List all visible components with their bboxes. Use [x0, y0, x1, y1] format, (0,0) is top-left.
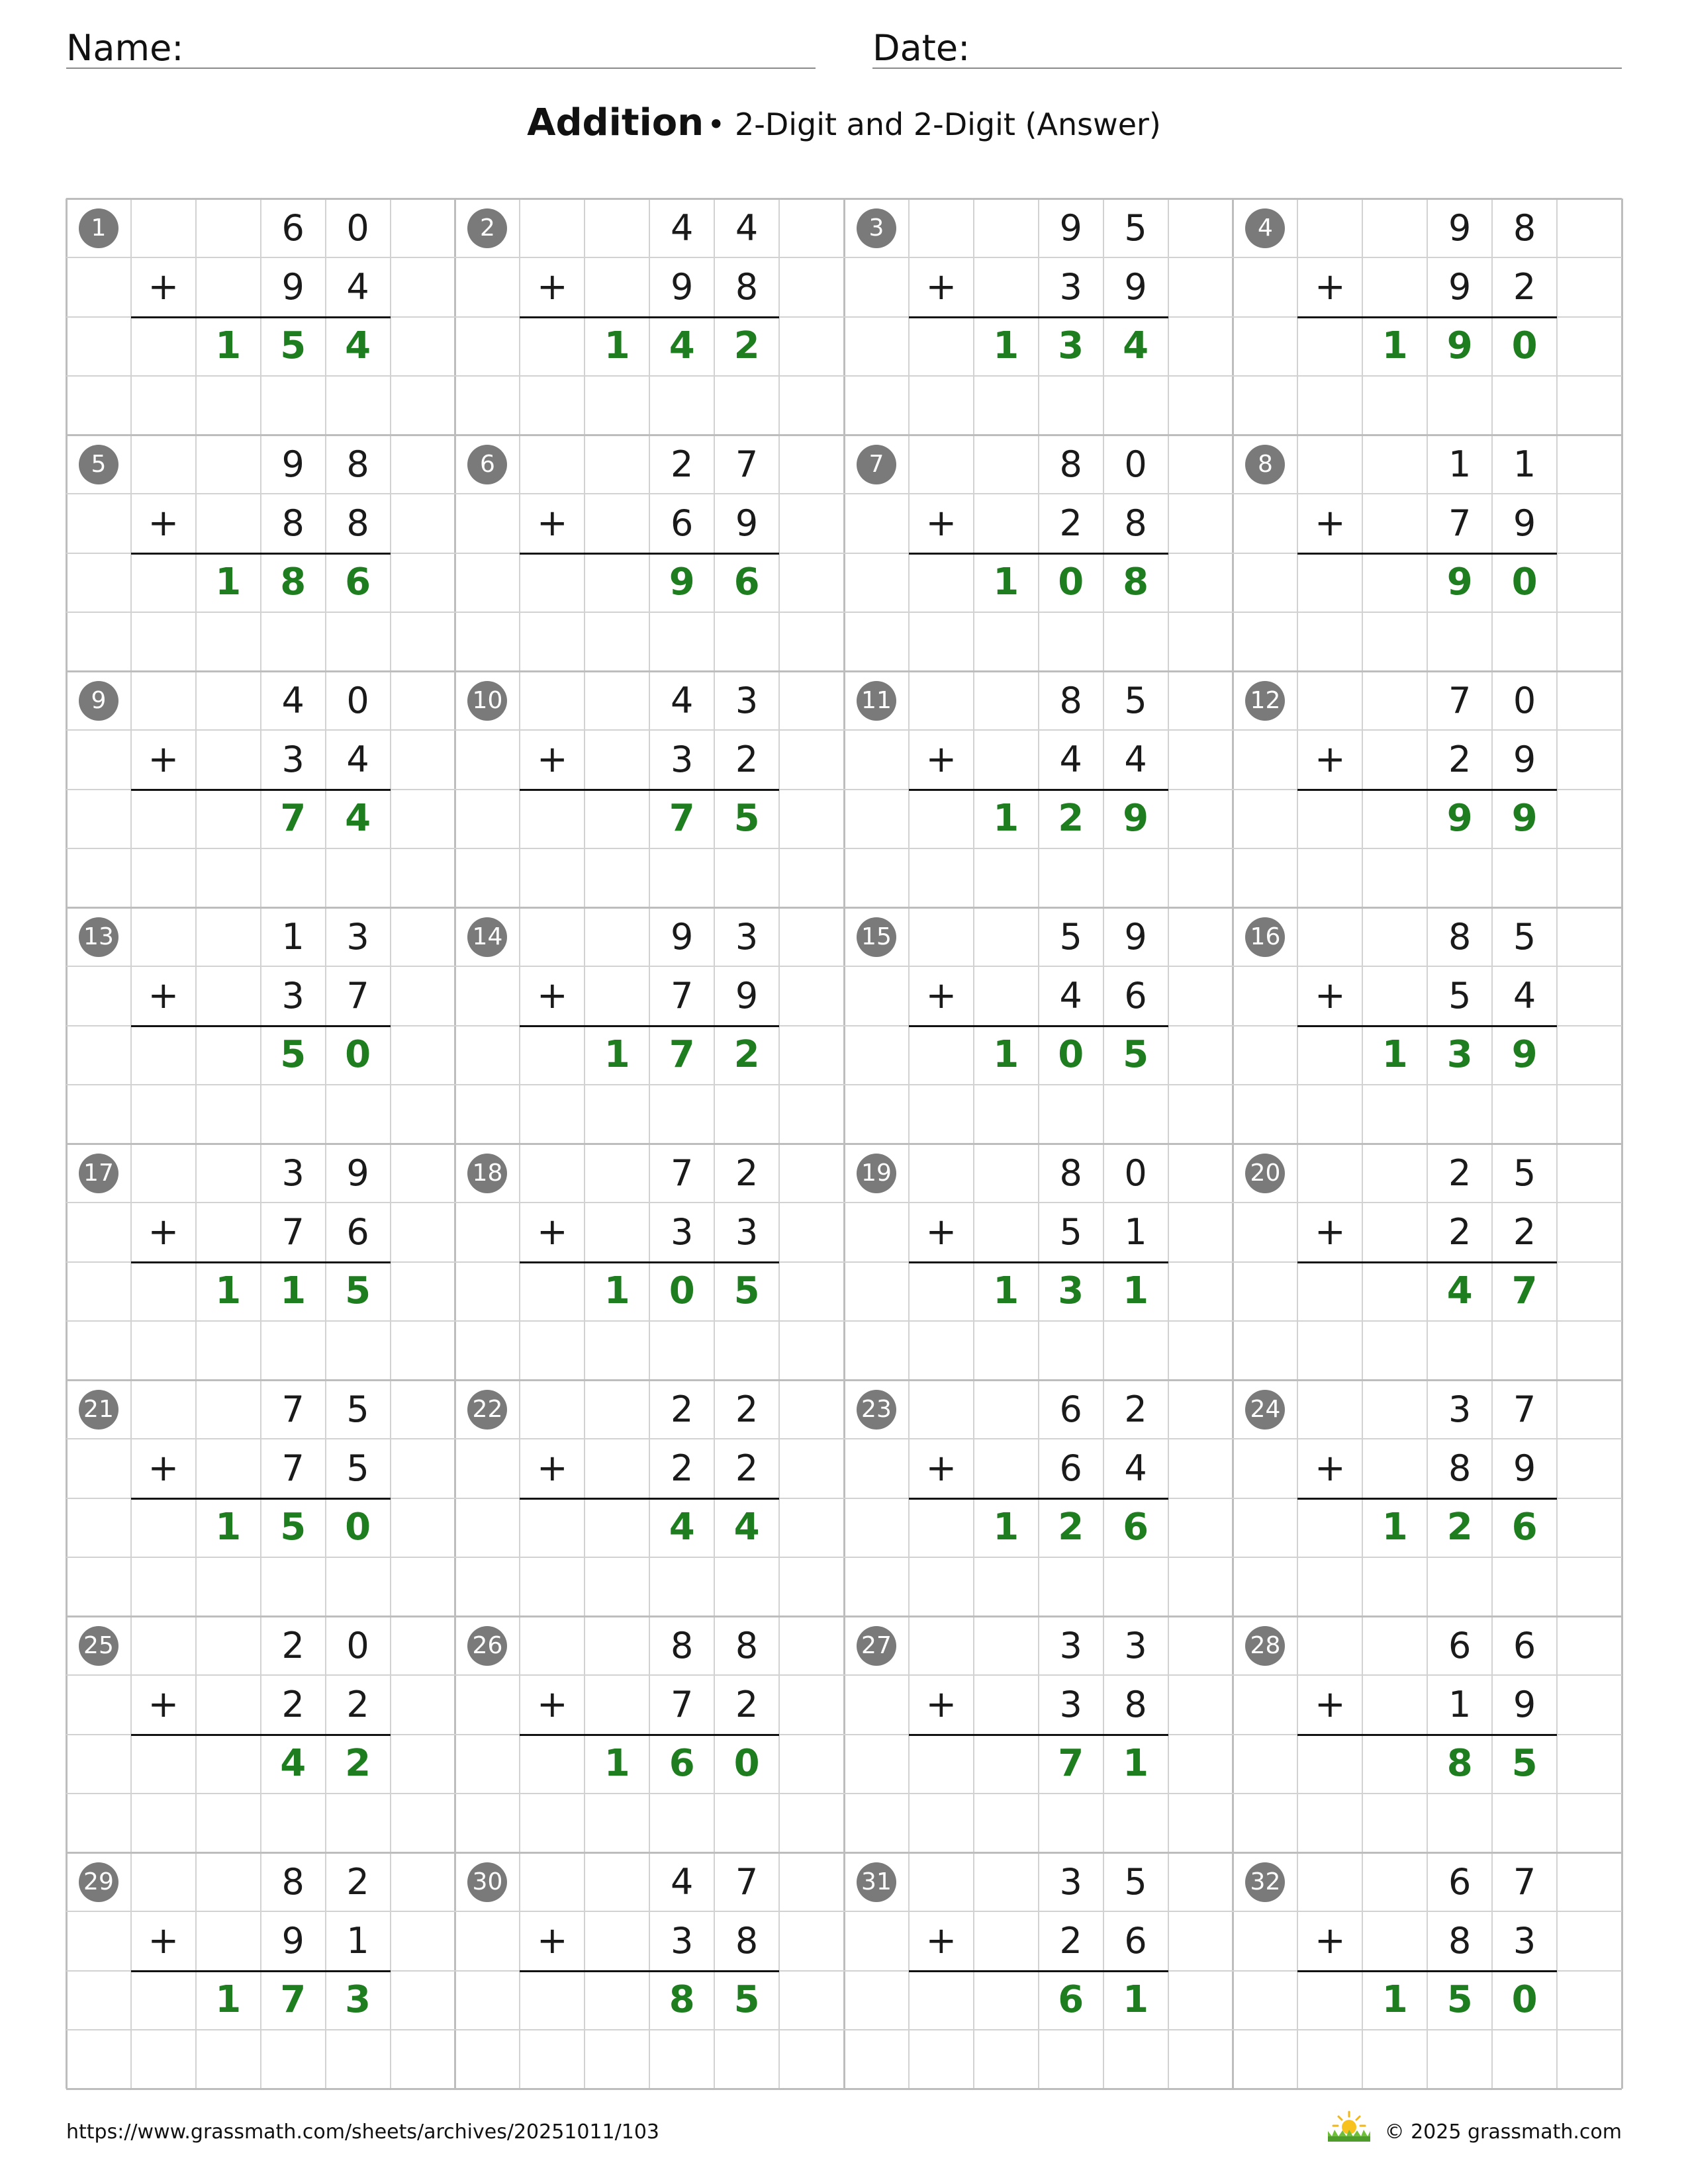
answer-digit: 8 — [669, 1978, 695, 2022]
addend-digit: 6 — [346, 1210, 369, 1253]
addend-digit: 1 — [1124, 1210, 1147, 1253]
answer-digit: 2 — [1058, 1506, 1084, 1549]
plus-sign: + — [1314, 265, 1346, 308]
addend-digit: 3 — [1059, 1683, 1082, 1725]
answer-digit: 9 — [1511, 797, 1538, 841]
addend-digit: 8 — [1124, 1683, 1147, 1725]
answer-digit: 1 — [280, 1269, 306, 1313]
answer-digit: 1 — [993, 1033, 1019, 1077]
answer-digit: 0 — [669, 1269, 695, 1313]
answer-digit: 5 — [345, 1269, 371, 1313]
addend-digit: 8 — [1513, 206, 1536, 249]
addend-digit: 5 — [1513, 915, 1536, 958]
addend-digit: 7 — [1513, 1860, 1536, 1903]
answer-digit: 4 — [280, 1742, 306, 1786]
addend-digit: 5 — [1124, 1860, 1147, 1903]
addend-digit: 2 — [1448, 1210, 1472, 1253]
answer-digit: 1 — [993, 561, 1019, 604]
problem-number-badge: 19 — [857, 1154, 896, 1193]
addend-digit: 3 — [671, 1919, 694, 1962]
problem-number-badge: 29 — [79, 1862, 118, 1902]
answer-digit: 9 — [1446, 561, 1473, 604]
addend-digit: 9 — [671, 265, 694, 308]
addend-digit: 2 — [1059, 1919, 1082, 1962]
addend-digit: 6 — [1059, 1447, 1082, 1489]
answer-digit: 5 — [733, 797, 760, 841]
answer-digit: 9 — [1511, 1033, 1538, 1077]
addend-digit: 2 — [1513, 1210, 1536, 1253]
addend-digit: 8 — [735, 1624, 759, 1666]
addend-digit: 8 — [1448, 1919, 1472, 1962]
plus-sign: + — [925, 501, 957, 545]
addend-digit: 9 — [735, 502, 759, 544]
answer-digit: 1 — [1382, 1506, 1408, 1549]
plus-sign: + — [148, 1682, 179, 1726]
plus-sign: + — [1314, 1446, 1346, 1490]
answer-digit: 7 — [669, 1033, 695, 1077]
addend-digit: 3 — [1059, 1860, 1082, 1903]
addend-digit: 9 — [671, 915, 694, 958]
addend-digit: 4 — [281, 679, 305, 721]
name-field[interactable] — [66, 20, 816, 69]
addend-digit: 3 — [1124, 1624, 1147, 1666]
addend-digit: 3 — [735, 679, 759, 721]
worksheet-title — [0, 101, 1688, 144]
answer-digit: 1 — [215, 1506, 242, 1549]
addend-digit: 2 — [281, 1624, 305, 1666]
answer-digit: 1 — [215, 1978, 242, 2022]
answer-digit: 5 — [280, 324, 306, 368]
addend-digit: 9 — [281, 265, 305, 308]
addend-digit: 2 — [735, 1388, 759, 1430]
problem-number-badge: 28 — [1245, 1626, 1285, 1666]
problem-number-badge: 1 — [79, 208, 118, 248]
answer-digit: 1 — [993, 1506, 1019, 1549]
plus-sign: + — [925, 1210, 957, 1253]
addend-digit: 8 — [281, 502, 305, 544]
plus-sign: + — [925, 265, 957, 308]
answer-digit: 5 — [733, 1269, 760, 1313]
addend-digit: 3 — [671, 1210, 694, 1253]
answer-digit: 4 — [1123, 324, 1149, 368]
addend-digit: 3 — [1513, 1919, 1536, 1962]
addend-digit: 8 — [1059, 1152, 1082, 1194]
addend-digit: 9 — [1513, 1447, 1536, 1489]
addend-digit: 7 — [735, 443, 759, 485]
answer-digit: 5 — [1446, 1978, 1473, 2022]
addend-digit: 9 — [1124, 265, 1147, 308]
grid-line — [66, 2088, 1622, 2090]
name-label: Name: — [66, 27, 184, 69]
plus-sign: + — [148, 501, 179, 545]
addend-digit: 2 — [1448, 738, 1472, 780]
addend-digit: 2 — [735, 1152, 759, 1194]
problem-number-badge: 21 — [79, 1390, 118, 1430]
addend-digit: 8 — [1448, 1447, 1472, 1489]
addend-digit: 6 — [281, 206, 305, 249]
answer-digit: 6 — [669, 1742, 695, 1786]
addend-digit: 9 — [1124, 915, 1147, 958]
answer-digit: 5 — [1123, 1033, 1149, 1077]
addend-digit: 8 — [1059, 443, 1082, 485]
addend-digit: 5 — [346, 1388, 369, 1430]
addend-digit: 6 — [1124, 974, 1147, 1017]
answer-digit: 3 — [1058, 324, 1084, 368]
answer-digit: 1 — [215, 561, 242, 604]
addend-digit: 3 — [1059, 265, 1082, 308]
problem-number-badge: 20 — [1245, 1154, 1285, 1193]
addend-digit: 6 — [1513, 1624, 1536, 1666]
addend-digit: 3 — [281, 974, 305, 1017]
plus-sign: + — [536, 501, 568, 545]
plus-sign: + — [1314, 974, 1346, 1017]
problem-number-badge: 30 — [467, 1862, 507, 1902]
answer-digit: 4 — [669, 324, 695, 368]
plus-sign: + — [148, 974, 179, 1017]
answer-digit: 1 — [1123, 1269, 1149, 1313]
answer-digit: 1 — [1123, 1742, 1149, 1786]
addend-digit: 5 — [1059, 1210, 1082, 1253]
addend-digit: 1 — [1448, 1683, 1472, 1725]
addend-digit: 4 — [1059, 738, 1082, 780]
addend-digit: 7 — [346, 974, 369, 1017]
addend-digit: 9 — [1059, 206, 1082, 249]
addend-digit: 2 — [1059, 502, 1082, 544]
addend-digit: 0 — [1124, 1152, 1147, 1194]
answer-digit: 6 — [1058, 1978, 1084, 2022]
addend-digit: 3 — [1059, 1624, 1082, 1666]
answer-digit: 6 — [1511, 1506, 1538, 1549]
plus-sign: + — [148, 265, 179, 308]
plus-sign: + — [925, 1919, 957, 1962]
addend-digit: 1 — [1448, 443, 1472, 485]
answer-digit: 4 — [733, 1506, 760, 1549]
answer-digit: 4 — [345, 324, 371, 368]
addend-digit: 4 — [1513, 974, 1536, 1017]
answer-digit: 3 — [1446, 1033, 1473, 1077]
addend-digit: 2 — [735, 1683, 759, 1725]
addend-digit: 7 — [1448, 679, 1472, 721]
answer-digit: 0 — [1511, 561, 1538, 604]
addend-digit: 1 — [1513, 443, 1536, 485]
answer-digit: 2 — [733, 324, 760, 368]
addend-digit: 7 — [281, 1388, 305, 1430]
addend-digit: 1 — [281, 915, 305, 958]
addend-digit: 8 — [346, 443, 369, 485]
addend-digit: 4 — [671, 679, 694, 721]
answer-digit: 7 — [1058, 1742, 1084, 1786]
plus-sign: + — [536, 737, 568, 781]
problem-number-badge: 4 — [1245, 208, 1285, 248]
plus-sign: + — [1314, 737, 1346, 781]
addend-digit: 4 — [735, 206, 759, 249]
plus-sign: + — [1314, 1210, 1346, 1253]
addend-digit: 3 — [346, 915, 369, 958]
plus-sign: + — [536, 1210, 568, 1253]
addend-digit: 9 — [1448, 206, 1472, 249]
addend-digit: 3 — [671, 738, 694, 780]
addend-digit: 0 — [1513, 679, 1536, 721]
answer-digit: 9 — [669, 561, 695, 604]
answer-digit: 0 — [1058, 1033, 1084, 1077]
addend-digit: 3 — [735, 1210, 759, 1253]
problem-number-badge: 22 — [467, 1390, 507, 1430]
problem-number-badge: 3 — [857, 208, 896, 248]
answer-digit: 1 — [604, 1742, 630, 1786]
answer-digit: 7 — [669, 797, 695, 841]
addend-digit: 7 — [671, 1683, 694, 1725]
plus-sign: + — [1314, 501, 1346, 545]
addend-digit: 0 — [1124, 443, 1147, 485]
problem-number-badge: 18 — [467, 1154, 507, 1193]
addend-digit: 1 — [346, 1919, 369, 1962]
answer-digit: 4 — [669, 1506, 695, 1549]
addend-digit: 3 — [281, 1152, 305, 1194]
plus-sign: + — [536, 974, 568, 1017]
problem-number-badge: 5 — [79, 445, 118, 484]
answer-digit: 6 — [345, 561, 371, 604]
grass-sun-logo-icon — [1325, 2110, 1373, 2142]
answer-digit: 9 — [1446, 797, 1473, 841]
answer-digit: 7 — [280, 797, 306, 841]
answer-digit: 8 — [1446, 1742, 1473, 1786]
problem-number-badge: 11 — [857, 681, 896, 721]
answer-digit: 5 — [280, 1033, 306, 1077]
plus-sign: + — [925, 974, 957, 1017]
answer-digit: 0 — [1511, 324, 1538, 368]
answer-digit: 0 — [345, 1506, 371, 1549]
addend-digit: 3 — [1448, 1388, 1472, 1430]
problem-number-badge: 17 — [79, 1154, 118, 1193]
addend-digit: 7 — [1448, 502, 1472, 544]
addend-digit: 4 — [1124, 738, 1147, 780]
addend-digit: 6 — [1448, 1624, 1472, 1666]
addend-digit: 0 — [346, 1624, 369, 1666]
plus-sign: + — [925, 1682, 957, 1726]
addend-digit: 7 — [671, 1152, 694, 1194]
answer-digit: 1 — [1382, 1978, 1408, 2022]
addend-digit: 8 — [1059, 679, 1082, 721]
addend-digit: 6 — [1059, 1388, 1082, 1430]
problem-number-badge: 12 — [1245, 681, 1285, 721]
answer-digit: 0 — [733, 1742, 760, 1786]
addend-digit: 8 — [1448, 915, 1472, 958]
answer-digit: 5 — [733, 1978, 760, 2022]
answer-digit: 0 — [1058, 561, 1084, 604]
addend-digit: 7 — [281, 1447, 305, 1489]
plus-sign: + — [148, 1919, 179, 1962]
addend-digit: 5 — [1059, 915, 1082, 958]
addend-digit: 5 — [1448, 974, 1472, 1017]
plus-sign: + — [536, 1682, 568, 1726]
addend-digit: 2 — [1513, 265, 1536, 308]
footer-url: https://www.grassmath.com/sheets/archives/20251011/103 — [66, 2120, 660, 2144]
answer-digit: 0 — [345, 1033, 371, 1077]
addend-digit: 2 — [346, 1683, 369, 1725]
addend-digit: 4 — [1059, 974, 1082, 1017]
answer-digit: 2 — [345, 1742, 371, 1786]
addend-digit: 2 — [671, 443, 694, 485]
addend-digit: 6 — [671, 502, 694, 544]
addend-digit: 4 — [346, 265, 369, 308]
plus-sign: + — [1314, 1682, 1346, 1726]
problem-number-badge: 2 — [467, 208, 507, 248]
addend-digit: 7 — [671, 974, 694, 1017]
addend-digit: 5 — [1124, 206, 1147, 249]
answer-digit: 3 — [1058, 1269, 1084, 1313]
problem-number-badge: 13 — [79, 917, 118, 957]
addend-digit: 2 — [346, 1860, 369, 1903]
addend-digit: 8 — [281, 1860, 305, 1903]
answer-digit: 1 — [993, 324, 1019, 368]
answer-digit: 8 — [1123, 561, 1149, 604]
addend-digit: 9 — [281, 443, 305, 485]
answer-digit: 1 — [1382, 1033, 1408, 1077]
answer-digit: 1 — [1123, 1978, 1149, 2022]
plus-sign: + — [925, 737, 957, 781]
answer-digit: 3 — [345, 1978, 371, 2022]
addend-digit: 5 — [1124, 679, 1147, 721]
answer-digit: 1 — [1382, 324, 1408, 368]
answer-digit: 2 — [733, 1033, 760, 1077]
answer-digit: 4 — [345, 797, 371, 841]
problem-number-badge: 23 — [857, 1390, 896, 1430]
plus-sign: + — [536, 1446, 568, 1490]
answer-digit: 1 — [215, 1269, 242, 1313]
title-subtitle: • 2-Digit and 2-Digit (Answer) — [707, 107, 1161, 142]
problem-number-badge: 32 — [1245, 1862, 1285, 1902]
plus-sign: + — [1314, 1919, 1346, 1962]
addend-digit: 9 — [735, 974, 759, 1017]
addend-digit: 2 — [281, 1683, 305, 1725]
addend-digit: 9 — [281, 1919, 305, 1962]
answer-digit: 4 — [1446, 1269, 1473, 1313]
addend-digit: 8 — [1124, 502, 1147, 544]
answer-digit: 7 — [1511, 1269, 1538, 1313]
date-label: Date: — [872, 27, 970, 69]
addend-digit: 5 — [346, 1447, 369, 1489]
addend-digit: 0 — [346, 206, 369, 249]
answer-digit: 0 — [1511, 1978, 1538, 2022]
addend-digit: 9 — [346, 1152, 369, 1194]
addend-digit: 8 — [671, 1624, 694, 1666]
addend-digit: 2 — [735, 738, 759, 780]
addend-digit: 3 — [281, 738, 305, 780]
answer-digit: 1 — [604, 1269, 630, 1313]
answer-digit: 9 — [1446, 324, 1473, 368]
addend-digit: 2 — [1124, 1388, 1147, 1430]
answer-digit: 6 — [1123, 1506, 1149, 1549]
addend-digit: 9 — [1513, 1683, 1536, 1725]
answer-digit: 1 — [993, 797, 1019, 841]
problem-number-badge: 24 — [1245, 1390, 1285, 1430]
addend-digit: 4 — [1124, 1447, 1147, 1489]
answer-digit: 2 — [1446, 1506, 1473, 1549]
addend-digit: 4 — [671, 206, 694, 249]
addend-digit: 2 — [1448, 1152, 1472, 1194]
problem-number-badge: 8 — [1245, 445, 1285, 484]
addend-digit: 9 — [1513, 738, 1536, 780]
title-main: Addition — [527, 101, 704, 144]
plus-sign: + — [148, 1210, 179, 1253]
problem-number-badge: 9 — [79, 681, 118, 721]
addend-digit: 6 — [1124, 1919, 1147, 1962]
addend-digit: 7 — [1513, 1388, 1536, 1430]
plus-sign: + — [148, 737, 179, 781]
answer-digit: 9 — [1123, 797, 1149, 841]
answer-digit: 1 — [604, 1033, 630, 1077]
problem-number-badge: 31 — [857, 1862, 896, 1902]
answer-digit: 8 — [280, 561, 306, 604]
problem-number-badge: 14 — [467, 917, 507, 957]
addend-digit: 2 — [671, 1447, 694, 1489]
answer-digit: 7 — [280, 1978, 306, 2022]
answer-digit: 1 — [604, 324, 630, 368]
answer-digit: 5 — [1511, 1742, 1538, 1786]
plus-sign: + — [536, 1919, 568, 1962]
problem-number-badge: 10 — [467, 681, 507, 721]
addend-digit: 2 — [671, 1388, 694, 1430]
answer-digit: 1 — [215, 324, 242, 368]
footer-copyright: © 2025 grassmath.com — [1384, 2120, 1622, 2144]
addend-digit: 3 — [735, 915, 759, 958]
addend-digit: 9 — [1448, 265, 1472, 308]
addend-digit: 2 — [735, 1447, 759, 1489]
addend-digit: 8 — [735, 1919, 759, 1962]
addend-digit: 0 — [346, 679, 369, 721]
addend-digit: 8 — [346, 502, 369, 544]
answer-digit: 2 — [1058, 797, 1084, 841]
plus-sign: + — [536, 265, 568, 308]
problem-number-badge: 15 — [857, 917, 896, 957]
addend-digit: 6 — [1448, 1860, 1472, 1903]
addend-digit: 7 — [281, 1210, 305, 1253]
plus-sign: + — [925, 1446, 957, 1490]
addend-digit: 7 — [735, 1860, 759, 1903]
addend-digit: 4 — [346, 738, 369, 780]
problem-number-badge: 7 — [857, 445, 896, 484]
answer-digit: 6 — [733, 561, 760, 604]
answer-digit: 1 — [993, 1269, 1019, 1313]
answer-digit: 5 — [280, 1506, 306, 1549]
addend-digit: 8 — [735, 265, 759, 308]
problem-number-badge: 27 — [857, 1626, 896, 1666]
addend-digit: 5 — [1513, 1152, 1536, 1194]
problem-number-badge: 26 — [467, 1626, 507, 1666]
problem-number-badge: 16 — [1245, 917, 1285, 957]
problem-grid — [66, 199, 1622, 2089]
addend-digit: 9 — [1513, 502, 1536, 544]
addend-digit: 4 — [671, 1860, 694, 1903]
date-field[interactable] — [872, 20, 1622, 69]
problem-number-badge: 6 — [467, 445, 507, 484]
problem-number-badge: 25 — [79, 1626, 118, 1666]
plus-sign: + — [148, 1446, 179, 1490]
